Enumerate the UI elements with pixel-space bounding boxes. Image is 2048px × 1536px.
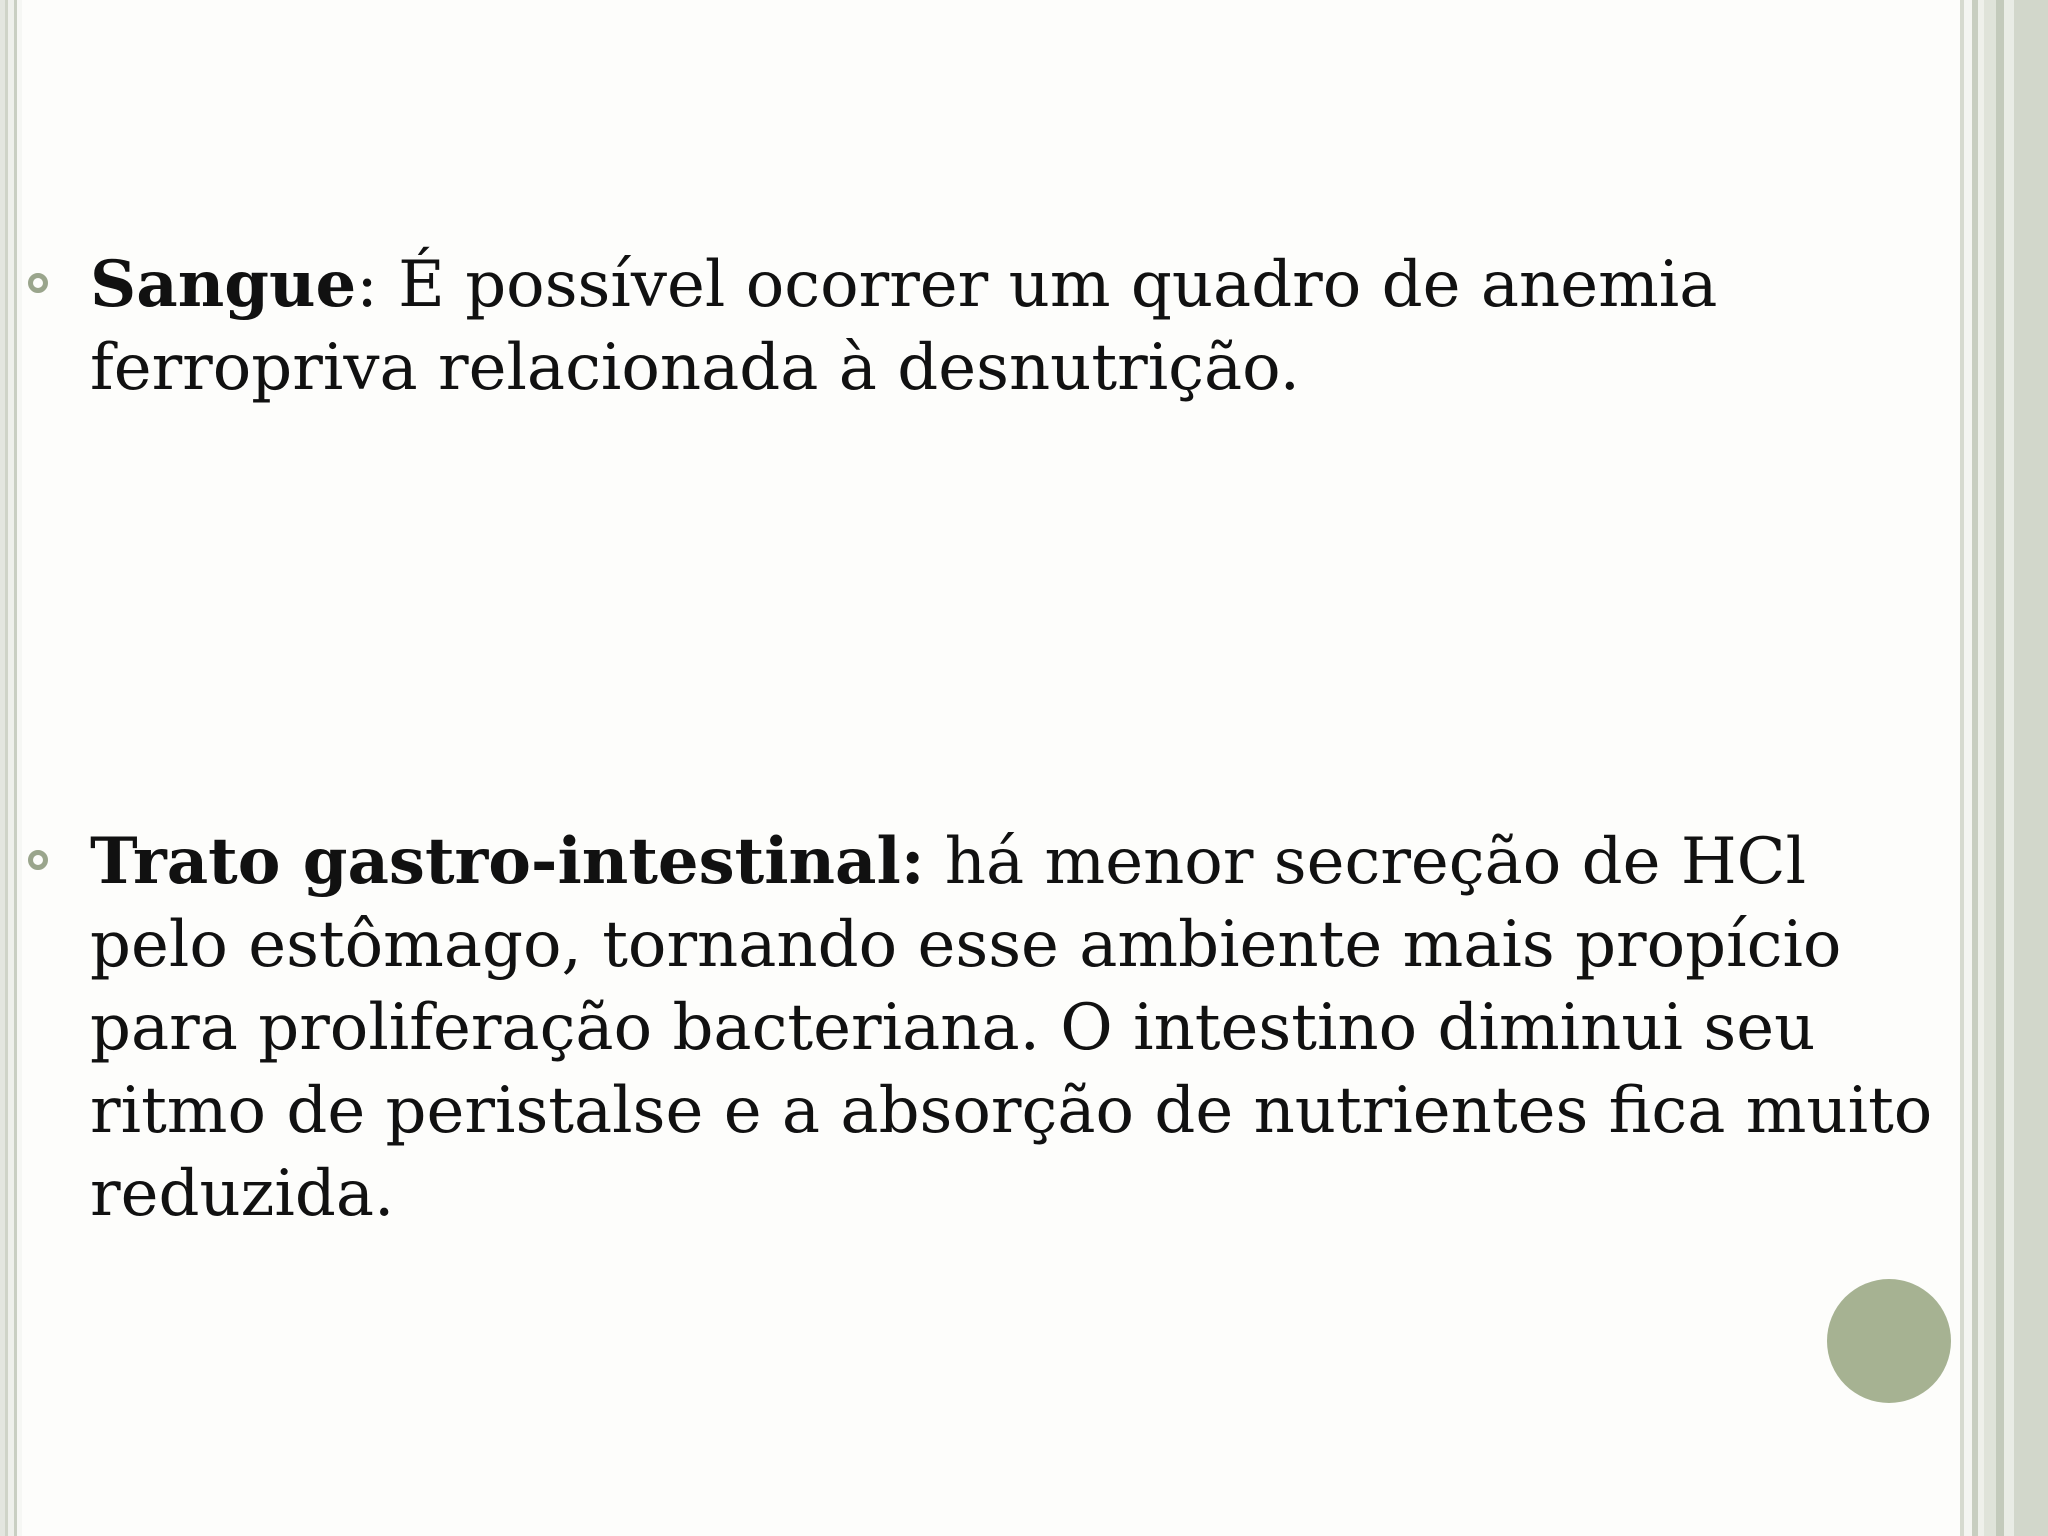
- bullet-lead: Trato gastro-intestinal:: [90, 824, 925, 899]
- bullet-body: : É possível ocorrer um quadro de anemia ferropriva relacionada à desnutrição.: [90, 248, 1718, 405]
- bullet-text: [90, 243, 1950, 410]
- hollow-circle-bullet-icon: [28, 273, 48, 293]
- filled-circle-icon[interactable]: [1827, 1279, 1951, 1403]
- bullet-text: [90, 820, 1950, 1236]
- bullet-lead: Sangue: [90, 247, 357, 322]
- bullet-body: há menor secreção de HCl pelo estômago, tornando esse ambiente mais propício para proliferação bacteriana. O intestino diminui seu ritmo de peristalse e a absorção de nutrientes fica muito reduzida.: [90, 825, 1933, 1231]
- right-decorative-border: [1960, 0, 2048, 1536]
- left-decorative-border: [0, 0, 22, 1536]
- hollow-circle-bullet-icon: [28, 850, 48, 870]
